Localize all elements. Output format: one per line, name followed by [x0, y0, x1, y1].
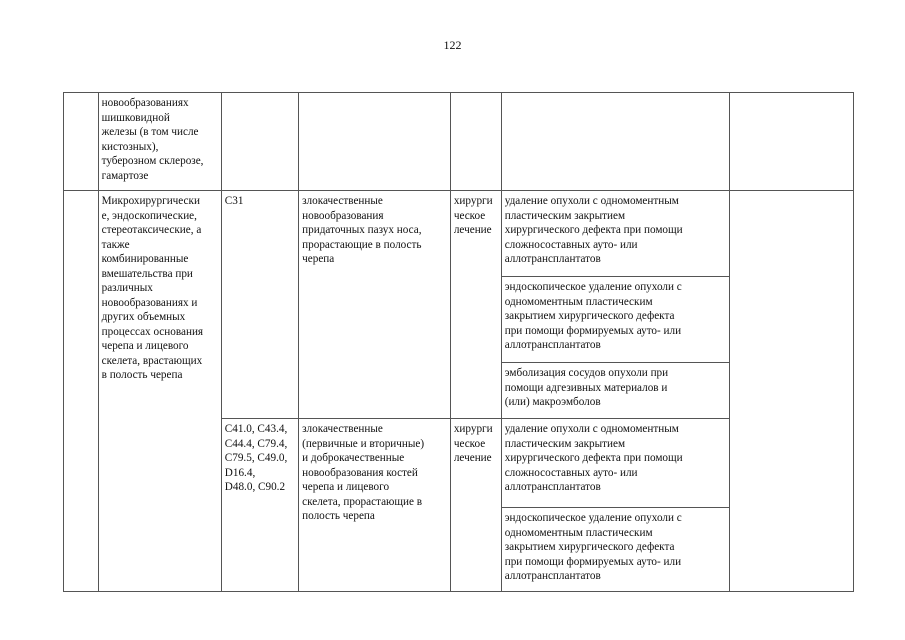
cell-text-line: черепа [302, 253, 335, 265]
cell-text-line: в полость черепа [101, 369, 183, 381]
cell-text-line: кистозных), [101, 140, 159, 153]
cell-text-line: C31 [224, 195, 244, 207]
code-cell [221, 191, 298, 419]
cell-text-line: других объемных [101, 311, 186, 323]
cost-cell [729, 191, 853, 592]
cell-text-line: гамартозе [101, 169, 149, 182]
cell-text-line: хирургического дефекта при помощи [504, 224, 683, 236]
cell-text-line: D48.0, C90.2 [224, 481, 286, 493]
cell-text-line: одномоментным пластическим [504, 526, 653, 539]
cell-text-line: е, эндоскопические, [101, 209, 197, 222]
cell-text-line: удаление опухоли с одномоментным [504, 195, 679, 207]
cell-text-line: лечение [453, 452, 492, 464]
cell-text-line: эндоскопическое удаление опухоли с [504, 512, 682, 524]
cell-text-line: хирурги [453, 423, 493, 435]
cell-text-line: прорастающие в полость [302, 238, 422, 251]
cell-text-line: вмешательства при [101, 267, 193, 280]
cell-text-line: ческое [453, 437, 486, 450]
cell-text-line: аллотрансплантатов [504, 570, 601, 582]
cell-text-line: туберозном склерозе, [101, 155, 204, 167]
cell-text-line: железы (в том числе [101, 126, 199, 138]
cell-text-line: сложносоставных ауто- или [504, 466, 638, 479]
cell-text-line: аллотрансплантатов [504, 253, 601, 265]
cell-text-line: также [101, 238, 130, 251]
cell-text-line: пластическим закрытием [504, 437, 626, 450]
method-cell [501, 191, 729, 277]
cell-text-line: C44.4, C79.4, [224, 437, 288, 450]
cell-text-line: ческое [453, 209, 486, 222]
table-row [64, 191, 854, 277]
cell-text-line: закрытием хирургического дефекта [504, 310, 675, 322]
row-number-cell [64, 93, 99, 191]
cell-text-line: процессах основания [101, 325, 204, 338]
method-cell [501, 419, 729, 508]
cell-text-line: Микрохирургически [101, 195, 200, 207]
cell-text-line: при помощи формируемых ауто- или [504, 324, 682, 337]
treatment-type-cell [450, 93, 501, 191]
cell-text-line: закрытием хирургического дефекта [504, 541, 675, 553]
cell-text-line: помощи адгезивных материалов и [504, 381, 668, 394]
method-cell [501, 277, 729, 363]
cell-text-line: новообразованиях и [101, 296, 198, 309]
treatment-table [63, 92, 854, 592]
cell-text-line: удаление опухоли с одномоментным [504, 423, 679, 435]
description-cell [98, 191, 221, 592]
cell-text-line: (первичные и вторичные) [302, 437, 425, 450]
cell-text-line: эндоскопическое удаление опухоли с [504, 281, 682, 293]
cell-text-line: пластическим закрытием [504, 209, 626, 222]
cell-text-line: аллотрансплантатов [504, 481, 601, 493]
cell-text-line: сложносоставных ауто- или [504, 238, 638, 251]
cell-text-line: хирурги [453, 195, 493, 207]
cell-text-line: новообразования костей [302, 466, 418, 479]
cell-text-line: комбинированные [101, 253, 189, 265]
cell-text-line: эмболизация сосудов опухоли при [504, 367, 669, 379]
method-cell [501, 363, 729, 419]
cell-text-line: (или) макроэмболов [504, 396, 601, 408]
cell-text-line: лечение [453, 224, 492, 236]
cell-text-line: полость черепа [302, 510, 375, 522]
cell-text-line: стереотаксические, а [101, 224, 202, 236]
method-cell [501, 508, 729, 592]
cell-text-line: злокачественные [302, 195, 383, 207]
cell-text-line: одномоментным пластическим [504, 295, 653, 308]
cell-text-line: скелета, прорастающие в [302, 495, 423, 508]
cell-text-line: придаточных пазух носа, [302, 224, 422, 236]
cost-cell [729, 93, 853, 191]
cell-text-line: различных [101, 282, 153, 294]
cell-text-line: при помощи формируемых ауто- или [504, 555, 682, 568]
cell-text-line: C41.0, C43.4, [224, 423, 288, 435]
diagnosis-cell [299, 93, 451, 191]
diagnosis-cell [299, 419, 451, 592]
treatment-type-cell [450, 419, 501, 592]
cell-text-line: черепа и лицевого [302, 481, 390, 493]
row-number-cell [64, 191, 99, 592]
cell-text-line: аллотрансплантатов [504, 339, 601, 351]
cell-text-line: злокачественные [302, 423, 383, 435]
diagnosis-cell [299, 191, 451, 419]
cell-text-line: C79.5, C49.0, [224, 452, 288, 464]
cell-text-line: и доброкачественные [302, 452, 405, 464]
description-cell [98, 93, 221, 191]
cell-text-line: новообразования [302, 209, 384, 222]
page-number: 122 [443, 38, 462, 52]
table-row [64, 93, 854, 191]
treatment-type-cell [450, 191, 501, 419]
cell-text-line: черепа и лицевого [101, 340, 189, 352]
method-cell [501, 93, 729, 191]
cell-text-line: шишковидной [101, 111, 170, 124]
cell-text-line: D16.4, [224, 466, 256, 479]
cell-text-line: новообразованиях [101, 97, 189, 109]
cell-text-line: скелета, врастающих [101, 354, 203, 367]
code-cell [221, 93, 298, 191]
cell-text-line: хирургического дефекта при помощи [504, 452, 683, 464]
code-cell [221, 419, 298, 592]
